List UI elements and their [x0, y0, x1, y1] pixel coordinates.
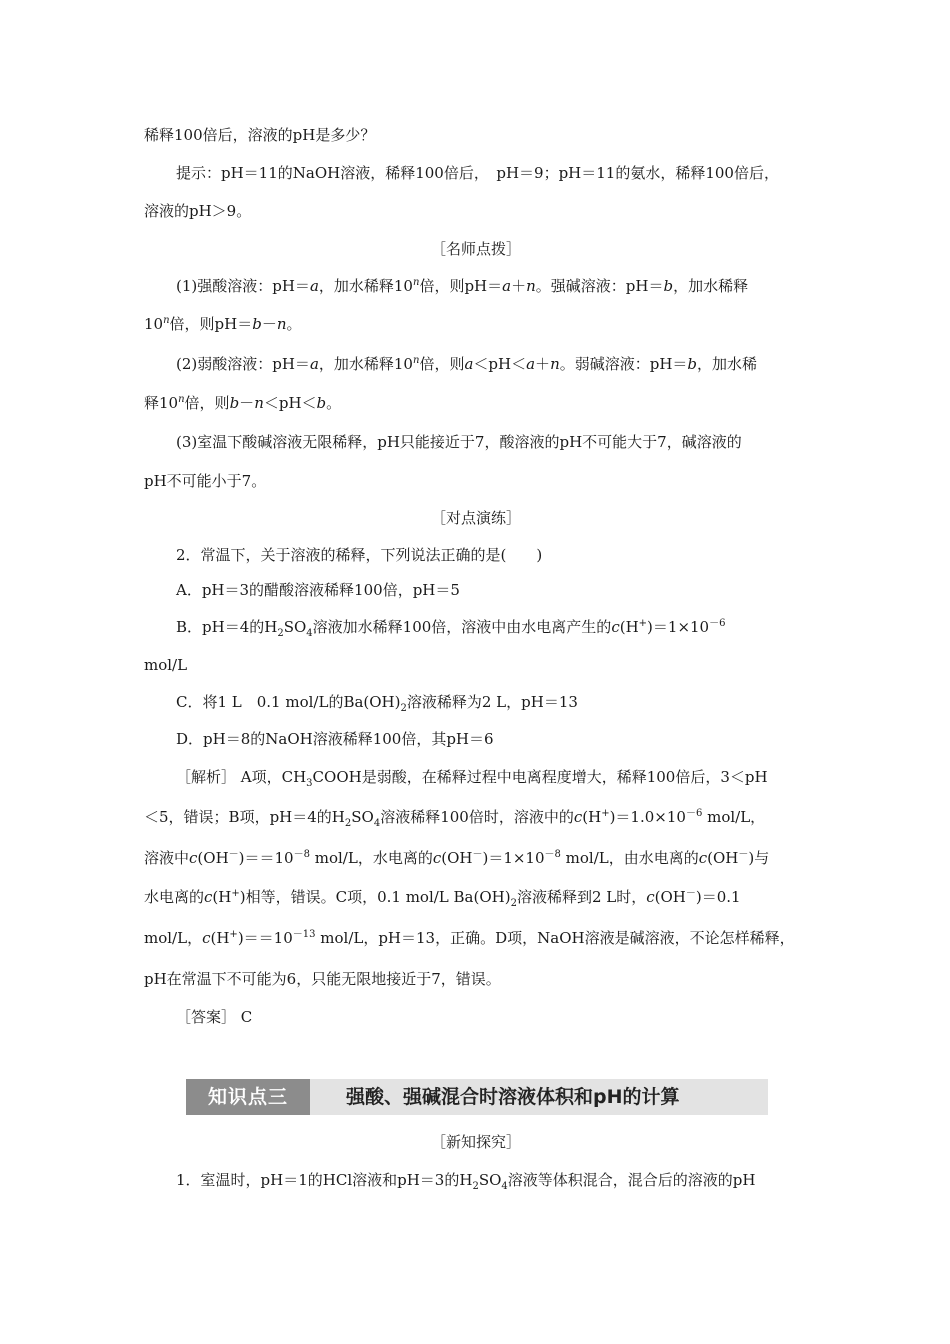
option-b: B．pH＝4的$H_2SO_4$溶液加水稀释100倍，溶液中由水电离产生的$c(H^+)=1\times 10^{-6}$ [176, 618, 726, 639]
option-b-cont: mol/L [144, 656, 188, 674]
section-banner [186, 1079, 768, 1115]
option-d: D．pH＝8的NaOH溶液稀释100倍，其pH＝6 [176, 730, 494, 748]
question: 2．常温下，关于溶液的稀释，下列说法正确的是( ) [176, 546, 543, 564]
analysis-cont: mol/L，$c(H^+)==10^{-13}$ mol/L，pH＝13，正确。D项，NaOH溶液是碱溶液，不论怎样稀释， [144, 929, 795, 947]
analysis-cont: pH在常温下不可能为6，只能无限地接近于7，错误。 [144, 970, 501, 988]
analysis-cont: ＜5，错误；B项，pH＝4的$H_2SO_4$溶液稀释100倍时，溶液中的$c(H^+)=1.0\times 10^{-6}$ mol/L， [144, 808, 766, 829]
option-a: A．pH＝3的醋酸溶液稀释100倍，pH＝5 [176, 581, 460, 599]
analysis-cont: 水电离的c(H+)相等，错误。C项，0.1 mol/L $Ba(OH)_2$溶液稀释到2 L时，c(OH－)＝0.1 [144, 888, 741, 909]
text-line: 溶液的pH＞9。 [144, 202, 252, 220]
point-1: (1)强酸溶液：pH＝a，加水稀释10$^n$倍，则pH＝a＋n。强碱溶液：pH＝b，加水稀释 [176, 277, 749, 295]
section-title: 强酸、强碱混合时溶液体积和pH的计算 [346, 1086, 680, 1108]
hint-line: 提示：pH＝11的NaOH溶液，稀释100倍后， pH＝9；pH＝11的氨水，稀释100倍后， [176, 164, 779, 182]
answer: ［答案］ C [176, 1008, 253, 1026]
option-c: C．将1 L 0.1 mol/L的$Ba(OH)_2$溶液稀释为2 L，pH＝13 [176, 693, 578, 714]
section-heading: ［名师点拨］ [430, 240, 521, 258]
point-3: (3)室温下酸碱溶液无限稀释，pH只能接近于7，酸溶液的pH不可能大于7，碱溶液的 [176, 433, 742, 451]
question: 1．室温时，pH＝1的HCl溶液和pH＝3的$H_2SO_4$溶液等体积混合，混合后的溶液的pH [176, 1171, 756, 1192]
point-2: (2)弱酸溶液：pH＝a，加水稀释10$^n$倍，则a＜pH＜a＋n。弱碱溶液：pH＝b，加水稀 [176, 355, 758, 373]
point-2-cont: 释10$^n$倍，则b－n＜pH＜b。 [144, 394, 342, 412]
section-tag: 知识点三 [186, 1079, 310, 1115]
section-heading: ［新知探究］ [430, 1133, 521, 1151]
point-3-cont: pH不可能小于7。 [144, 472, 267, 490]
point-1-cont: 10$^n$倍，则pH＝b－n。 [144, 315, 302, 333]
analysis-cont: 溶液中$c(OH^-)==10^{-8}$ mol/L，水电离的$c(OH^-)=1\times 10^{-8}$ mol/L，由水电离的c(OH－)与 [144, 849, 770, 867]
section-heading: ［对点演练］ [430, 509, 521, 527]
analysis: ［解析］ A项，$CH_3COOH$是弱酸，在稀释过程中电离程度增大，稀释100倍后，3＜pH [176, 768, 768, 789]
text-line: 稀释100倍后，溶液的pH是多少？ [144, 126, 376, 144]
